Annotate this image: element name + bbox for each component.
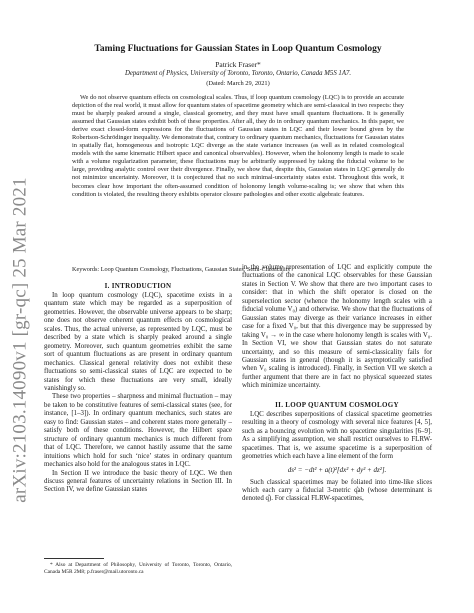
paper-date: (Dated: March 29, 2021) [206,80,270,87]
section-heading-lqc: II. LOOP QUANTUM COSMOLOGY [275,400,399,409]
paper-author: Patrick Fraser* [215,60,261,69]
arxiv-identifier-text: arXiv:2103.14090v1 [gr-qc] 25 Mar 2021 [10,177,31,503]
paragraph: in the volume representation of LQC and explicitly compute the fluctuations of the canonical LQC observables for these Gaussian states in Section V. We show that there are two important cases to consider: that in which the shift operator is closed on the superselection sector (whence the holonomy length scales with a fiducial volume V₀) and otherwise. We show that the fluctuations of Gaussian states may diverge as their variance increases in either case for a fixed V₀, but that this divergence may be suppressed by taking V₀ → ∞ in the case where holonomy length is scales with V₀. In Section VI, we show that Gaussian states do not saturate uncertainty, and so this measure of semi-classicality fails for Gaussian states in general (though it is asymptotically satisfied when V₀ scaling is introduced). Finally, in Section VII we sketch a further argument that there are in fact no physical squeezed states which minimize uncertainty. [242,264,432,390]
abstract: We do not observe quantum effects on cosmological scales. Thus, if loop quantum cosmology (LQC) is to provide an accurate depiction of the real world, it must allow for quantum states of spacetime geometry which are semi-classical in two respects: they must be sharply peaked around a single, classical geometry, and they must have small quantum fluctuations. It is generally assumed that Gaussian states exhibit both of these properties. After all, they do in ordinary quantum mechanics. In this paper, we derive exact closed-form expressions for the fluctuations of Gaussian states in LQC and their lower bound given by the Robertson-Schrödinger inequality. We demonstrate that, contrary to ordinary quantum mechanics, fluctuations for Gaussian states in spatially flat, homogeneous and isotropic LQC diverge as the state variance increases (as well as in related cosmological models with the same kinematic Hilbert space and canonical observables). However, when the holonomy length is made to scale with a volume regularization parameter, these fluctuations may be arbitrarily suppressed by taking the fiducial volume to be large, providing analytic control over their divergence. Finally, we show that, despite this, Gaussian states in LQC generally do not minimize uncertainty. Moreover, it is conjectured that no such minimal-uncertainty states exist. Throughout this work, it becomes clear how important the often-assumed condition of holonomy length volume-scaling is; we show that when this condition is violated, the resulting theory exhibits operator closure pathologies and other exotic algebraic features. [72,94,404,198]
paper-title: Taming Fluctuations for Gaussian States in Loop Quantum Cosmology [94,44,382,54]
footnote-rule [44,558,104,559]
section-heading-introduction: I. INTRODUCTION [104,282,172,290]
footnote: * Also at Department of Philosophy, University of Toronto, Toronto, Ontario, Canada M5R 2M8; p.fraser@mail.utoronto.ca [44,562,232,575]
paragraph: In loop quantum cosmology (LQC), spacetime exists in a quantum state which may be regarded as a superposition of geometries. However, the observable universe appears to be sharp; one does not observe coherent quantum effects on cosmological scales. Thus, the actual universe, as represented by LQC, must be described by a state which is sharply peaked around a single geometry. Moreover, such quantum geometries exhibit the same sort of quantum fluctuations as are present in ordinary quantum mechanics. Classical general relativity does not exhibit these fluctuations so semi-classical states of LQC are expected to be states for which these fluctuations are very small, ideally vanishingly so. [44,292,232,392]
paragraph: In Section II we introduce the basic theory of LQC. We then discuss general features of uncertainty relations in Section III. In Section IV, we define Gaussian states [44,469,232,494]
right-column [242,264,432,504]
equation-line-element: ds² = −dt² + a(t)²[dx² + dy² + dz²]. [287,465,387,474]
author-affiliation: Department of Physics, University of Toronto, Toronto, Ontario, Canada M5S 1A7. [124,70,352,77]
arxiv-identifier [6,150,36,530]
paragraph: These two properties – sharpness and minimal fluctuation – may be taken to be constitutive features of semi-classical states (see, for instance, [1–3]). In ordinary quantum mechanics, such states are easy to find: Gaussian states – and coherent states more generally – satisfy both of these conditions. However, the Hilbert space structure of ordinary quantum mechanics is much different from that of LQC. Therefore, we cannot hastily assume that the same intuitions which hold for such ‘nice’ states in ordinary quantum mechanics also hold for the analogous states in LQC. [44,393,232,469]
left-column [44,282,232,495]
keywords: Keywords: Loop Quantum Cosmology, Fluctuations, Gaussian States, Semi-Classicality [72,266,291,273]
paragraph: Such classical spacetimes may be foliated into time-like slices which each carry a fiducial 3-metric q̊ab (whose determinant is denoted q̊). For classical FLRW-spacetimes, [242,478,432,503]
paragraph: LQC describes superpositions of classical spacetime geometries resulting in a theory of cosmology with several nice features [4, 5], such as a bouncing evolution with no spacetime singularities [6–9]. As a simplifying assumption, we shall restrict ourselves to FLRW-spacetimes. That is, we assume spacetime is a superposition of geometries which each have a line element of the form [242,410,432,461]
